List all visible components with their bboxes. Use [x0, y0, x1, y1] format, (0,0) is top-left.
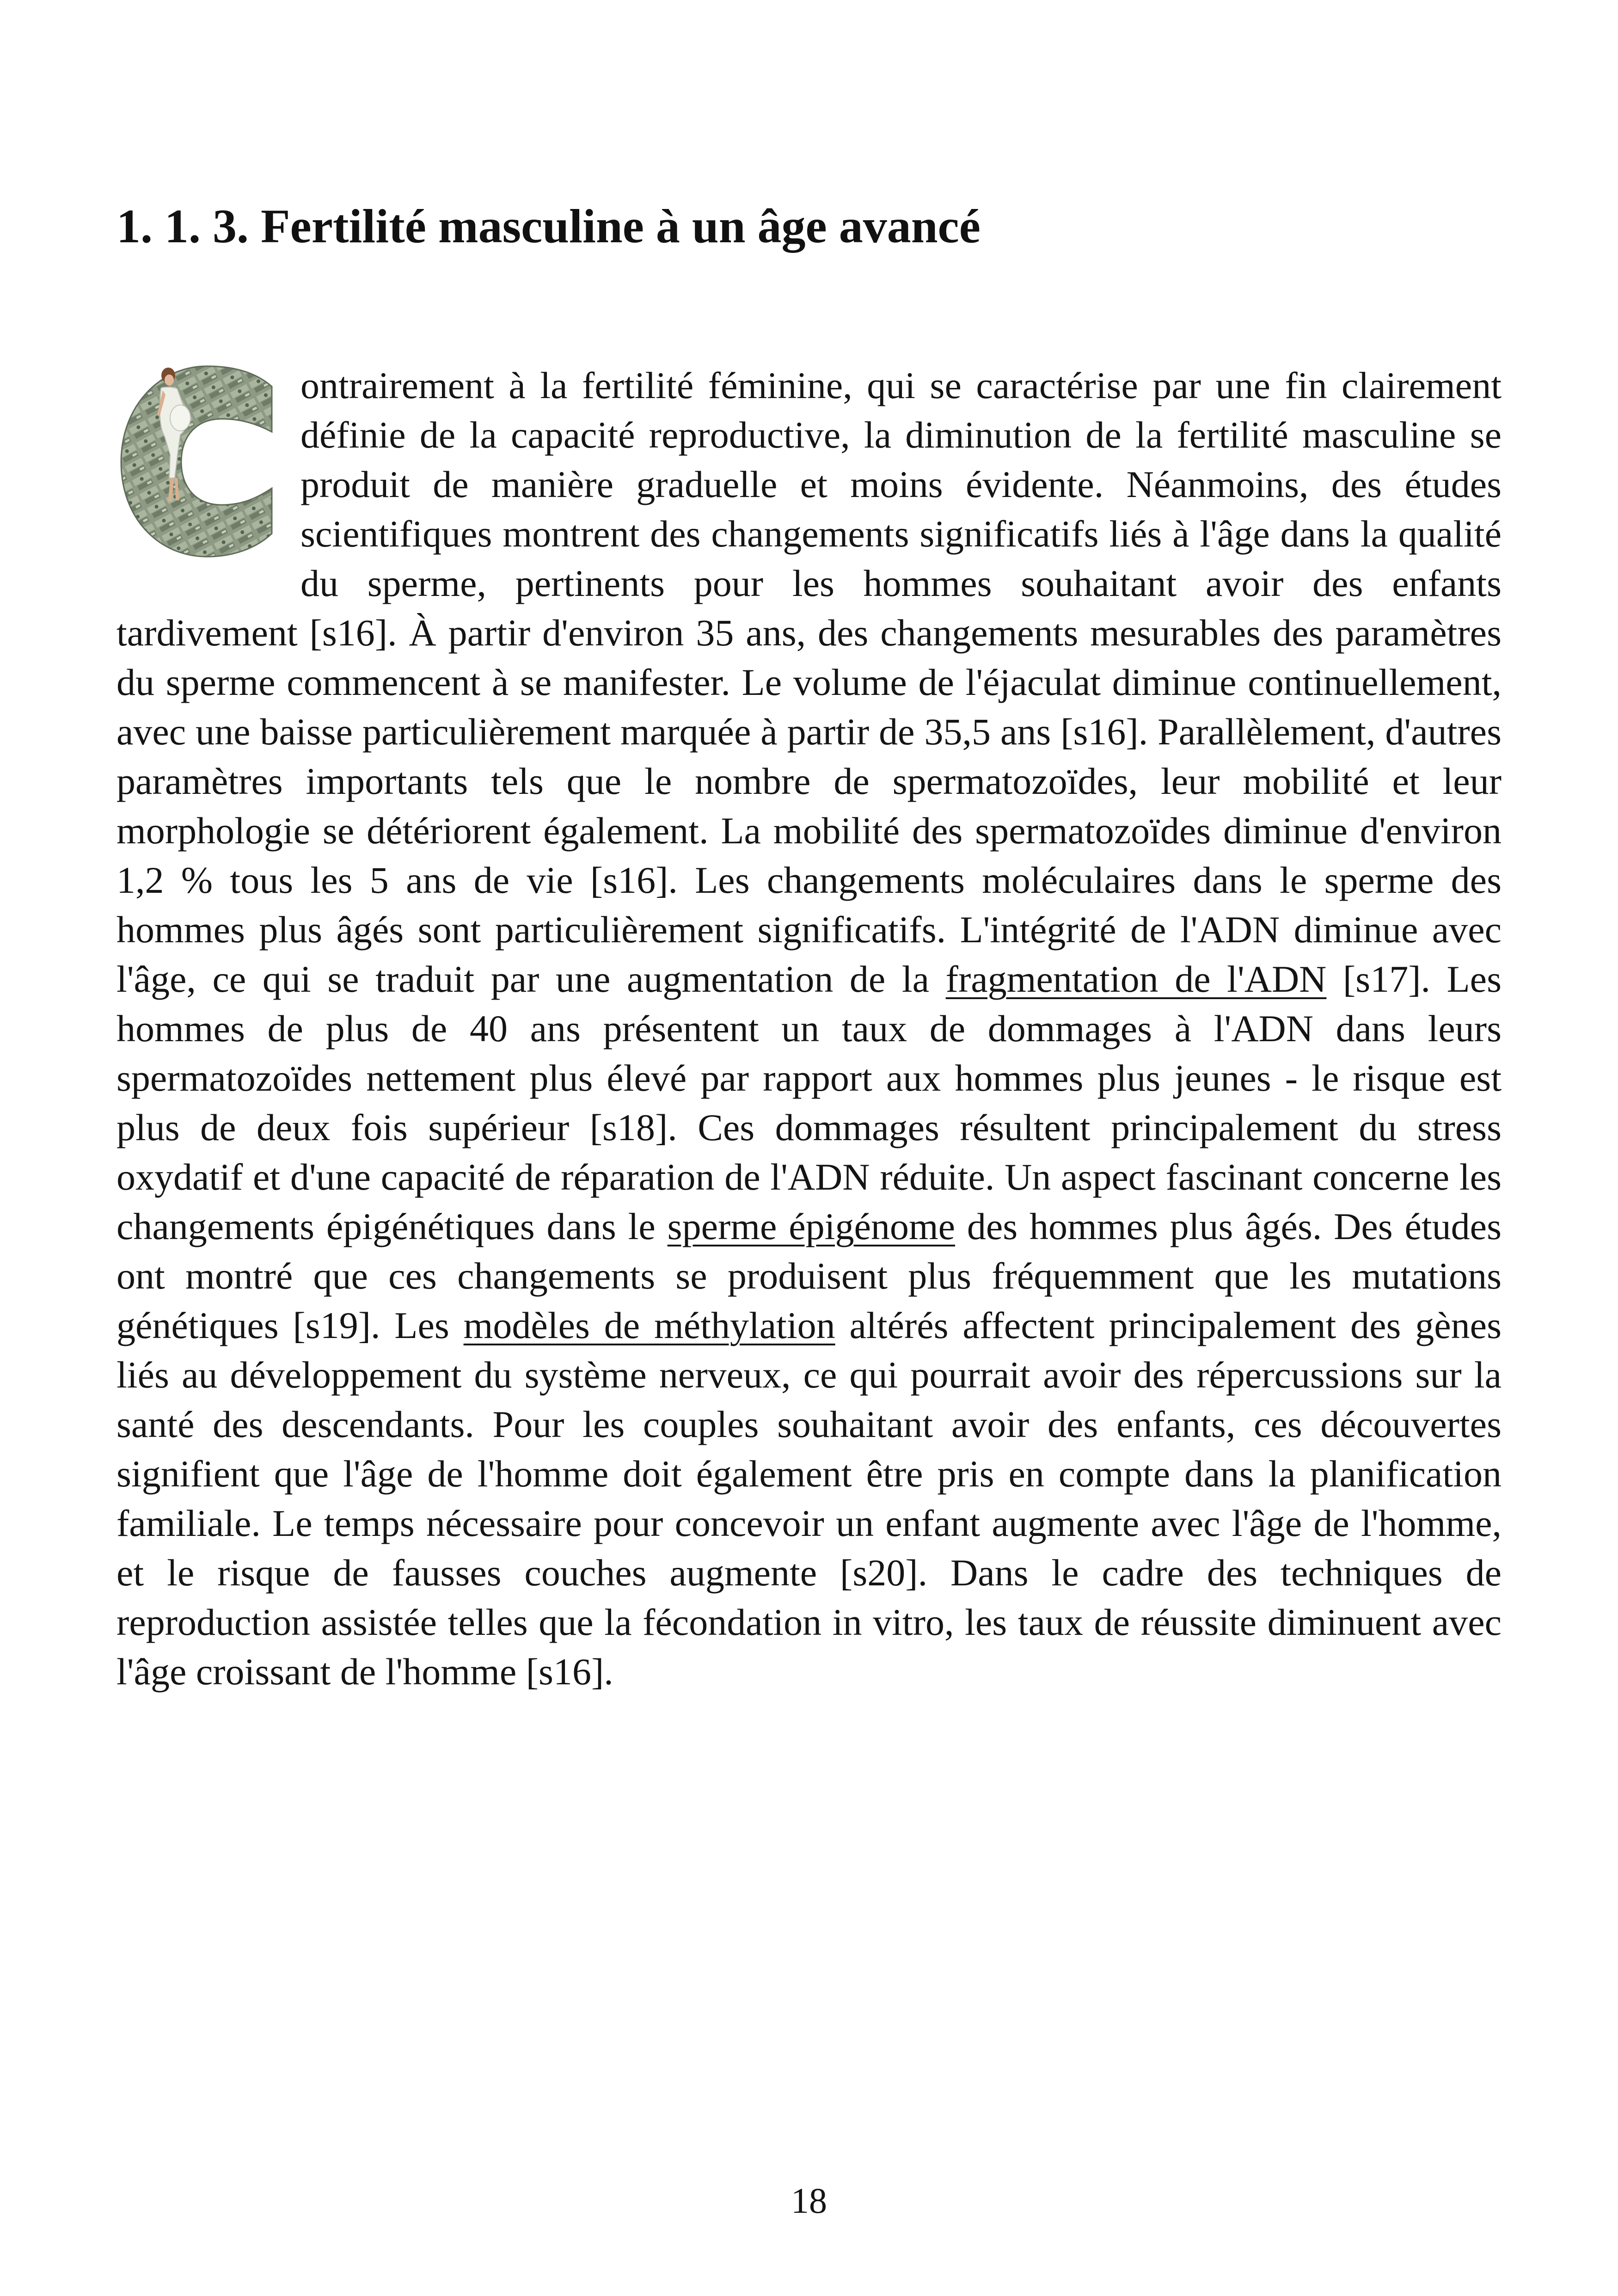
- section-heading: 1. 1. 3. Fertilité masculine à un âge avancé: [116, 200, 981, 253]
- body-text-segment: [s17]. Les hommes de plus de 40 ans présentent un taux de dommages à l'ADN dans leurs spermatozoïdes nettement plus élevé par rapport aux hommes plus jeunes - le risque est plus de deux fois supérieur [s18]. Ces dommages résultent principalement du stress oxydatif et d'une capacité de réparation de l'ADN réduite. Un aspect fascinant concerne les changements épigénétiques dans le: [116, 958, 1502, 1247]
- body-text-segment: altérés affectent principalement des gènes liés au développement du système nerveux, ce qui pourrait avoir des répercussions sur la santé des descendants. Pour les couples souhaitant avoir des enfants, ces découvertes signifient que l'âge de l'homme doit également être pris en compte dans la planification familiale. Le temps nécessaire pour concevoir un enfant augmente avec l'âge de l'homme, et le risque de fausses couches augmente [s20]. Dans le cadre des techniques de reproduction assistée telles que la fécondation in vitro, les taux de réussite diminuent avec l'âge croissant de l'homme [s16].: [116, 1304, 1502, 1693]
- body-text-segment: des hommes plus âgés. Des études ont montré que ces changements se produisent plus fréquemment que les mutations génétiques [s19]. Les: [116, 1205, 1502, 1346]
- modeles-methylation-link[interactable]: modèles de méthylation: [463, 1304, 835, 1346]
- illustrated-dropcap: [116, 362, 283, 559]
- body-text-segment: ontrairement à la fertilité féminine, qui se caractérise par une fin clairement définie de la capacité reproductive, la diminution de la fertilité masculine se produit de manière graduelle et moins évidente. Néanmoins, des études scientifiques montrent des changements significatifs liés à l'âge dans la qualité du sperme, pertinents pour les hommes souhaitant avoir des enfants tardivement [s16]. À partir d'environ 35 ans, des changements mesurables des paramètres du sperme commencent à se manifester. Le volume de l'éjaculat diminue continuellement, avec une baisse particulièrement marquée à partir de 35,5 ans [s16]. Parallèlement, d'autres paramètres importants tels que le nombre de spermatozoïdes, leur mobilité et leur morphologie se détériorent également. La mobilité des spermatozoïdes diminue d'environ 1,2 % tous les 5 ans de vie [s16]. Les changements moléculaires dans le sperme des hommes plus âgés sont particulièrement significatifs. L'intégrité de l'ADN diminue avec l'âge, ce qui se traduit par une augmentation de la: [116, 364, 1502, 1000]
- fragmentation-adn-link[interactable]: fragmentation de l'ADN: [945, 958, 1327, 1000]
- body-paragraph: [116, 361, 1502, 1696]
- page-number: 18: [791, 2180, 827, 2221]
- sperme-epigenome-link[interactable]: sperme épigénome: [667, 1205, 956, 1247]
